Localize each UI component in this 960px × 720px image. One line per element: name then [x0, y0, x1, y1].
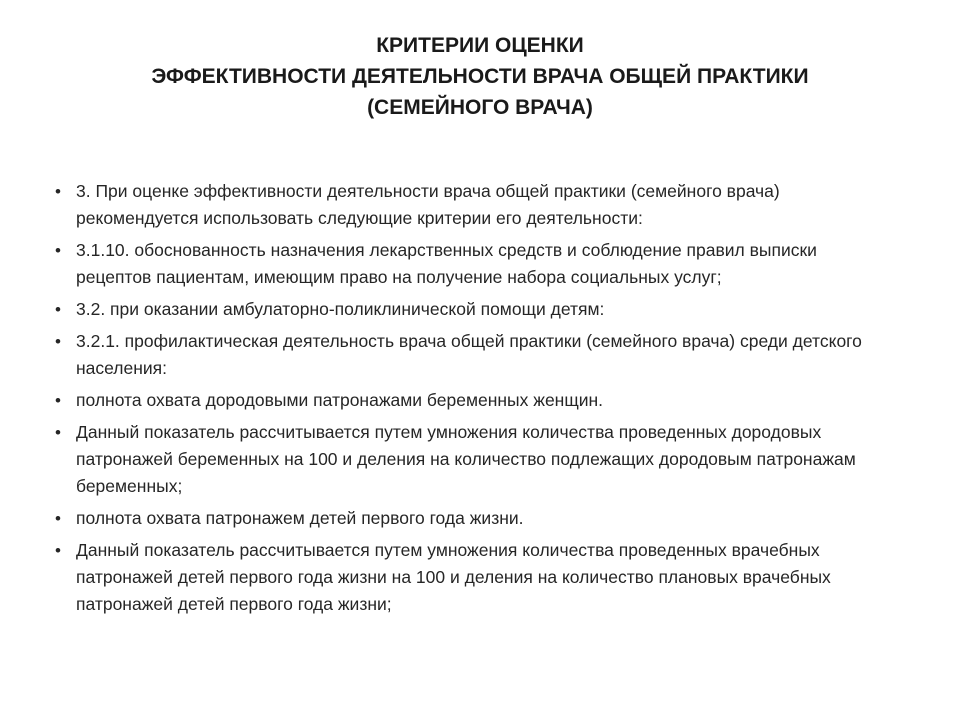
bullet-text: полнота охвата патронажем детей первого года жизни. [76, 508, 524, 528]
slide-title [60, 30, 900, 123]
bullet-text: 3.2.1. профилактическая деятельность врача общей практики (семейного врача) среди детского населения: [76, 331, 862, 378]
bullet-text: 3.2. при оказании амбулаторно-поликлинической помощи детям: [76, 299, 605, 319]
bullet-item-5 [52, 387, 872, 414]
title-line-3: (СЕМЕЙНОГО ВРАЧА) [367, 96, 593, 119]
bullet-dot-icon: • [55, 300, 61, 319]
bullet-dot-icon: • [55, 541, 61, 560]
bullet-dot-icon: • [55, 423, 61, 442]
bullet-dot-icon: • [55, 391, 61, 410]
bullet-dot-icon: • [55, 332, 61, 351]
title-line-1: КРИТЕРИИ ОЦЕНКИ [376, 34, 584, 57]
bullet-dot-icon: • [55, 509, 61, 528]
bullet-text: Данный показатель рассчитывается путем умножения количества проведенных дородовых патронажей беременных на 100 и деления на количество подлежащих дородовым патронажам беременных; [76, 422, 856, 496]
bullet-text: 3.1.10. обоснованность назначения лекарственных средств и соблюдение правил выписки рецептов пациентам, имеющим право на получение набора социальных услуг; [76, 240, 817, 287]
bullet-text: 3. При оценке эффективности деятельности врача общей практики (семейного врача) рекомендуется использовать следующие критерии его деятельности: [76, 181, 780, 228]
bullet-item-6 [52, 419, 872, 500]
bullet-dot-icon: • [55, 182, 61, 201]
bullet-item-4 [52, 328, 872, 382]
bullet-item-3 [52, 296, 872, 323]
bullet-dot-icon: • [55, 241, 61, 260]
bullet-text: Данный показатель рассчитывается путем умножения количества проведенных врачебных патронажей детей первого года жизни на 100 и деления на количество плановых врачебных патронажей детей первого года жизни; [76, 540, 831, 614]
bullet-item-2 [52, 237, 872, 291]
bullet-list [52, 178, 872, 623]
title-line-2: ЭФФЕКТИВНОСТИ ДЕЯТЕЛЬНОСТИ ВРАЧА ОБЩЕЙ ПРАКТИКИ [151, 65, 809, 88]
bullet-item-1 [52, 178, 872, 232]
bullet-item-7 [52, 505, 872, 532]
bullet-text: полнота охвата дородовыми патронажами беременных женщин. [76, 390, 604, 410]
bullet-item-8 [52, 537, 872, 618]
